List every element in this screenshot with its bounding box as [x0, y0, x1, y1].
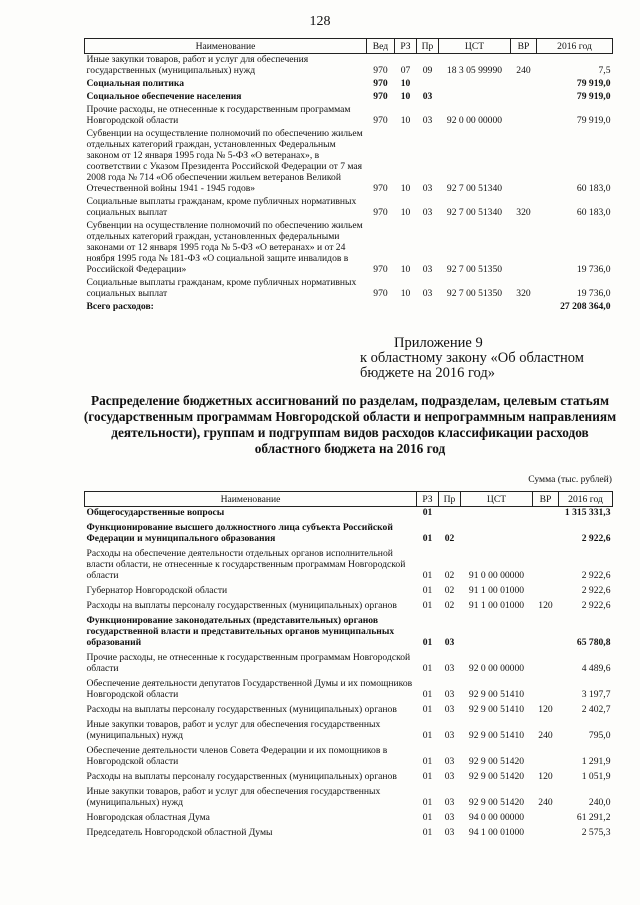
table-row — [85, 220, 613, 277]
row-sum: 2 402,7 — [581, 704, 611, 715]
row-rz: 01 — [422, 533, 433, 544]
row-name: Расходы на выплаты персоналу государственных (муниципальных) органов — [86, 704, 397, 715]
row-vr: 120 — [538, 771, 553, 782]
row-rz: 10 — [400, 264, 411, 275]
table-row — [85, 128, 613, 196]
col-header-pr: Пр — [439, 492, 461, 507]
row-ved: 970 — [373, 78, 388, 89]
table-row — [85, 196, 613, 220]
page-number: 128 — [309, 14, 331, 29]
expenditure-table-continued — [84, 38, 613, 314]
table-row — [85, 78, 613, 91]
row-sum: 61 291,2 — [576, 812, 611, 823]
col-header-rz: РЗ — [395, 39, 417, 54]
row-rz: 10 — [400, 78, 411, 89]
row-pr: 02 — [444, 570, 455, 581]
row-vr — [533, 678, 559, 704]
table-row — [85, 54, 613, 79]
row-vr: 320 — [516, 207, 531, 218]
row-vr — [533, 615, 559, 652]
table-row — [85, 522, 613, 548]
table-row — [85, 771, 613, 786]
row-name: Социальная политика — [86, 78, 185, 89]
row-vr: 120 — [538, 704, 553, 715]
row-cst — [461, 507, 533, 523]
table-row — [85, 585, 613, 600]
row-cst — [439, 301, 511, 314]
row-ved: 970 — [373, 183, 388, 194]
row-vr: 320 — [516, 288, 531, 299]
row-sum: 19 736,0 — [576, 264, 611, 275]
row-name: Председатель Новгородской областной Думы — [86, 827, 273, 838]
row-cst: 92 0 00 00000 — [468, 663, 525, 674]
row-pr: 03 — [444, 827, 455, 838]
row-pr: 03 — [444, 756, 455, 767]
col-header-year: 2016 год — [559, 492, 613, 507]
table-row — [85, 277, 613, 301]
col-header-rz: РЗ — [417, 492, 439, 507]
row-sum: 2 922,6 — [581, 533, 611, 544]
row-name: Иные закупки товаров, работ и услуг для обеспечения государственных (муниципальных) нужд — [86, 786, 381, 808]
row-vr — [511, 104, 537, 128]
row-rz: 01 — [422, 585, 433, 596]
row-rz: 10 — [400, 207, 411, 218]
row-vr: 240 — [538, 730, 553, 741]
table-row — [85, 615, 613, 652]
row-sum: 7,5 — [598, 65, 611, 76]
col-header-name: Наименование — [85, 492, 417, 507]
row-rz: 10 — [400, 91, 411, 102]
row-vr — [533, 652, 559, 678]
row-pr: 02 — [444, 600, 455, 611]
row-cst: 91 1 00 01000 — [468, 600, 525, 611]
row-cst: 92 7 00 51350 — [446, 288, 503, 299]
row-pr: 02 — [444, 585, 455, 596]
table-row — [85, 745, 613, 771]
row-pr — [439, 507, 461, 523]
row-pr: 03 — [422, 183, 433, 194]
col-header-pr: Пр — [417, 39, 439, 54]
row-rz: 01 — [422, 600, 433, 611]
row-cst: 92 7 00 51350 — [446, 264, 503, 275]
col-header-vr: ВР — [533, 492, 559, 507]
row-ved: 970 — [373, 65, 388, 76]
row-vr — [511, 91, 537, 104]
row-cst: 94 1 00 01000 — [468, 827, 525, 838]
row-cst: 92 9 00 51420 — [468, 771, 525, 782]
table-row — [85, 548, 613, 585]
row-name: Социальные выплаты гражданам, кроме публичных нормативных социальных выплат — [86, 277, 357, 299]
row-pr: 03 — [444, 663, 455, 674]
row-sum: 2 922,6 — [581, 570, 611, 581]
table1-header-row — [85, 39, 613, 54]
table-row — [85, 704, 613, 719]
row-pr: 03 — [444, 771, 455, 782]
row-vr — [511, 128, 537, 196]
table-row — [85, 786, 613, 812]
row-pr: 03 — [444, 689, 455, 700]
row-name: Субвенции на осуществление полномочий по обеспечению жильем отдельных категорий граждан, установленных Федеральным законом от 12 января 1995 года № 5-ФЗ «О ветеранах», в соответствии с Указом Президента Российской Федерации от 7 мая 2008 года № 714 «Об обеспечении жильем ветеранов Великой Отечественной войны 1941 - 1945 годов» — [86, 128, 363, 194]
row-cst — [461, 522, 533, 548]
row-sum: 3 197,7 — [581, 689, 611, 700]
row-rz: 01 — [422, 771, 433, 782]
row-sum: 1 315 331,3 — [564, 507, 611, 518]
row-vr: 240 — [538, 797, 553, 808]
row-sum: 240,0 — [588, 797, 611, 808]
row-rz: 01 — [422, 827, 433, 838]
row-pr: 03 — [422, 115, 433, 126]
row-sum: 4 489,6 — [581, 663, 611, 674]
row-cst: 92 7 00 51340 — [446, 183, 503, 194]
row-sum: 795,0 — [588, 730, 611, 741]
units-label: Сумма (тыс. рублей) — [528, 474, 612, 485]
row-rz: 01 — [422, 637, 433, 648]
row-vr — [533, 585, 559, 600]
row-cst: 92 7 00 51340 — [446, 207, 503, 218]
row-name: Расходы на выплаты персоналу государственных (муниципальных) органов — [86, 600, 397, 611]
row-cst — [439, 78, 511, 91]
row-cst: 92 9 00 51410 — [468, 730, 525, 741]
table-row — [85, 301, 613, 314]
col-header-ved: Вед — [367, 39, 395, 54]
row-pr: 03 — [422, 91, 433, 102]
row-sum: 2 922,6 — [581, 585, 611, 596]
row-ved: 970 — [373, 288, 388, 299]
row-name: Расходы на обеспечение деятельности отдельных органов исполнительной власти области, не отнесенные к государственным программам Новгородской области — [86, 548, 406, 581]
row-sum: 60 183,0 — [576, 207, 611, 218]
row-pr — [417, 78, 439, 91]
row-cst — [461, 615, 533, 652]
row-vr — [533, 827, 559, 842]
row-pr: 03 — [444, 637, 455, 648]
row-pr: 03 — [444, 730, 455, 741]
row-sum: 2 922,6 — [581, 600, 611, 611]
row-vr — [511, 78, 537, 91]
row-sum: 2 575,3 — [581, 827, 611, 838]
row-name: Прочие расходы, не отнесенные к государственным программам Новгородской области — [86, 652, 411, 674]
row-cst: 92 9 00 51410 — [468, 704, 525, 715]
row-cst: 94 0 00 00000 — [468, 812, 525, 823]
row-ved: 970 — [373, 264, 388, 275]
row-cst: 92 9 00 51420 — [468, 756, 525, 767]
table-row — [85, 507, 613, 523]
row-name: Новгородская областная Дума — [86, 812, 210, 823]
row-name: Социальное обеспечение населения — [86, 91, 242, 102]
row-cst: 92 9 00 51410 — [468, 689, 525, 700]
row-rz: 01 — [422, 570, 433, 581]
col-header-name: Наименование — [85, 39, 367, 54]
table-row — [85, 827, 613, 842]
row-sum: 1 051,9 — [581, 771, 611, 782]
row-name: Всего расходов: — [86, 301, 154, 312]
col-header-cst: ЦСТ — [439, 39, 511, 54]
row-name: Функционирование высшего должностного лица субъекта Российской Федерации и муниципального образования — [86, 522, 393, 544]
row-name: Иные закупки товаров, работ и услуг для обеспечения государственных (муниципальных) нужд — [86, 54, 309, 76]
row-rz: 01 — [422, 756, 433, 767]
row-name: Обеспечение деятельности членов Совета Федерации и их помощников в Новгородской области — [86, 745, 388, 767]
col-header-vr: ВР — [511, 39, 537, 54]
col-header-cst: ЦСТ — [461, 492, 533, 507]
table-row — [85, 812, 613, 827]
table-row — [85, 91, 613, 104]
annex-subtitle: к областному закону «Об областном бюджете на 2016 год» — [360, 350, 584, 381]
row-vr: 120 — [538, 600, 553, 611]
row-ved — [367, 301, 395, 314]
row-vr — [533, 812, 559, 827]
row-rz: 10 — [400, 115, 411, 126]
row-name: Иные закупки товаров, работ и услуг для обеспечения государственных (муниципальных) нужд — [86, 719, 381, 741]
row-pr: 03 — [422, 288, 433, 299]
row-rz: 10 — [400, 288, 411, 299]
row-rz: 01 — [422, 812, 433, 823]
row-rz: 07 — [400, 65, 411, 76]
row-pr: 09 — [422, 65, 433, 76]
row-ved: 970 — [373, 207, 388, 218]
table2-header-row — [85, 492, 613, 507]
row-vr — [533, 522, 559, 548]
annex-caption — [360, 336, 612, 381]
row-cst: 92 9 00 51420 — [468, 797, 525, 808]
row-name: Губернатор Новгородской области — [86, 585, 228, 596]
row-cst: 18 3 05 99990 — [446, 65, 503, 76]
row-name: Общегосударственные вопросы — [86, 507, 225, 518]
row-cst: 91 1 00 01000 — [468, 585, 525, 596]
col-header-year: 2016 год — [537, 39, 613, 54]
row-name: Расходы на выплаты персоналу государственных (муниципальных) органов — [86, 771, 397, 782]
row-sum: 79 919,0 — [576, 115, 611, 126]
table-row — [85, 678, 613, 704]
row-rz: 01 — [422, 704, 433, 715]
row-sum: 27 208 364,0 — [560, 301, 611, 312]
row-rz: 01 — [422, 663, 433, 674]
row-sum: 1 291,9 — [581, 756, 611, 767]
row-sum: 60 183,0 — [576, 183, 611, 194]
row-sum: 79 919,0 — [576, 78, 611, 89]
row-pr: 02 — [444, 533, 455, 544]
row-pr: 03 — [444, 812, 455, 823]
row-rz: 01 — [422, 797, 433, 808]
row-cst: 92 0 00 00000 — [446, 115, 503, 126]
row-pr: 03 — [444, 704, 455, 715]
row-name: Обеспечение деятельности депутатов Государственной Думы и их помощников Новгородской области — [86, 678, 413, 700]
row-pr: 03 — [422, 264, 433, 275]
row-vr — [533, 507, 559, 523]
row-vr — [533, 745, 559, 771]
row-name: Функционирование законодательных (представительных) органов государственной власти и представительных органов муниципальных образований — [86, 615, 395, 648]
row-sum: 65 780,8 — [576, 637, 611, 648]
row-vr — [511, 220, 537, 277]
row-pr — [417, 301, 439, 314]
row-name: Субвенции на осуществление полномочий по обеспечению жильем отдельных категорий граждан, установленных федеральными законами от 12 января 1995 года № 5-ФЗ «О ветеранах» и от 24 ноября 1995 года № 181-ФЗ «О социальной защите инвалидов в Российской Федерации» — [86, 220, 363, 275]
table-row — [85, 719, 613, 745]
row-pr: 03 — [444, 797, 455, 808]
row-ved: 970 — [373, 115, 388, 126]
row-rz: 01 — [422, 689, 433, 700]
budget-allocation-table — [84, 491, 613, 842]
row-vr — [511, 301, 537, 314]
row-vr — [533, 548, 559, 585]
row-cst — [439, 91, 511, 104]
row-sum: 79 919,0 — [576, 91, 611, 102]
table-row — [85, 600, 613, 615]
row-name: Прочие расходы, не отнесенные к государственным программам Новгородской области — [86, 104, 351, 126]
row-rz: 01 — [422, 507, 433, 518]
document-heading: Распределение бюджетных ассигнований по разделам, подразделам, целевым статьям (государственным программам Новгородской области и непрограммным направлениям деятельности), группам и подгруппам видов расходов классификации расходов областного бюджета на 2016 год — [83, 393, 617, 456]
table-row — [85, 104, 613, 128]
row-sum: 19 736,0 — [576, 288, 611, 299]
row-rz — [395, 301, 417, 314]
row-pr: 03 — [422, 207, 433, 218]
row-cst: 91 0 00 00000 — [468, 570, 525, 581]
row-ved: 970 — [373, 91, 388, 102]
row-vr: 240 — [516, 65, 531, 76]
annex-title: Приложение 9 — [394, 335, 483, 351]
row-rz: 10 — [400, 183, 411, 194]
table-row — [85, 652, 613, 678]
row-name: Социальные выплаты гражданам, кроме публичных нормативных социальных выплат — [86, 196, 357, 218]
row-rz: 01 — [422, 730, 433, 741]
